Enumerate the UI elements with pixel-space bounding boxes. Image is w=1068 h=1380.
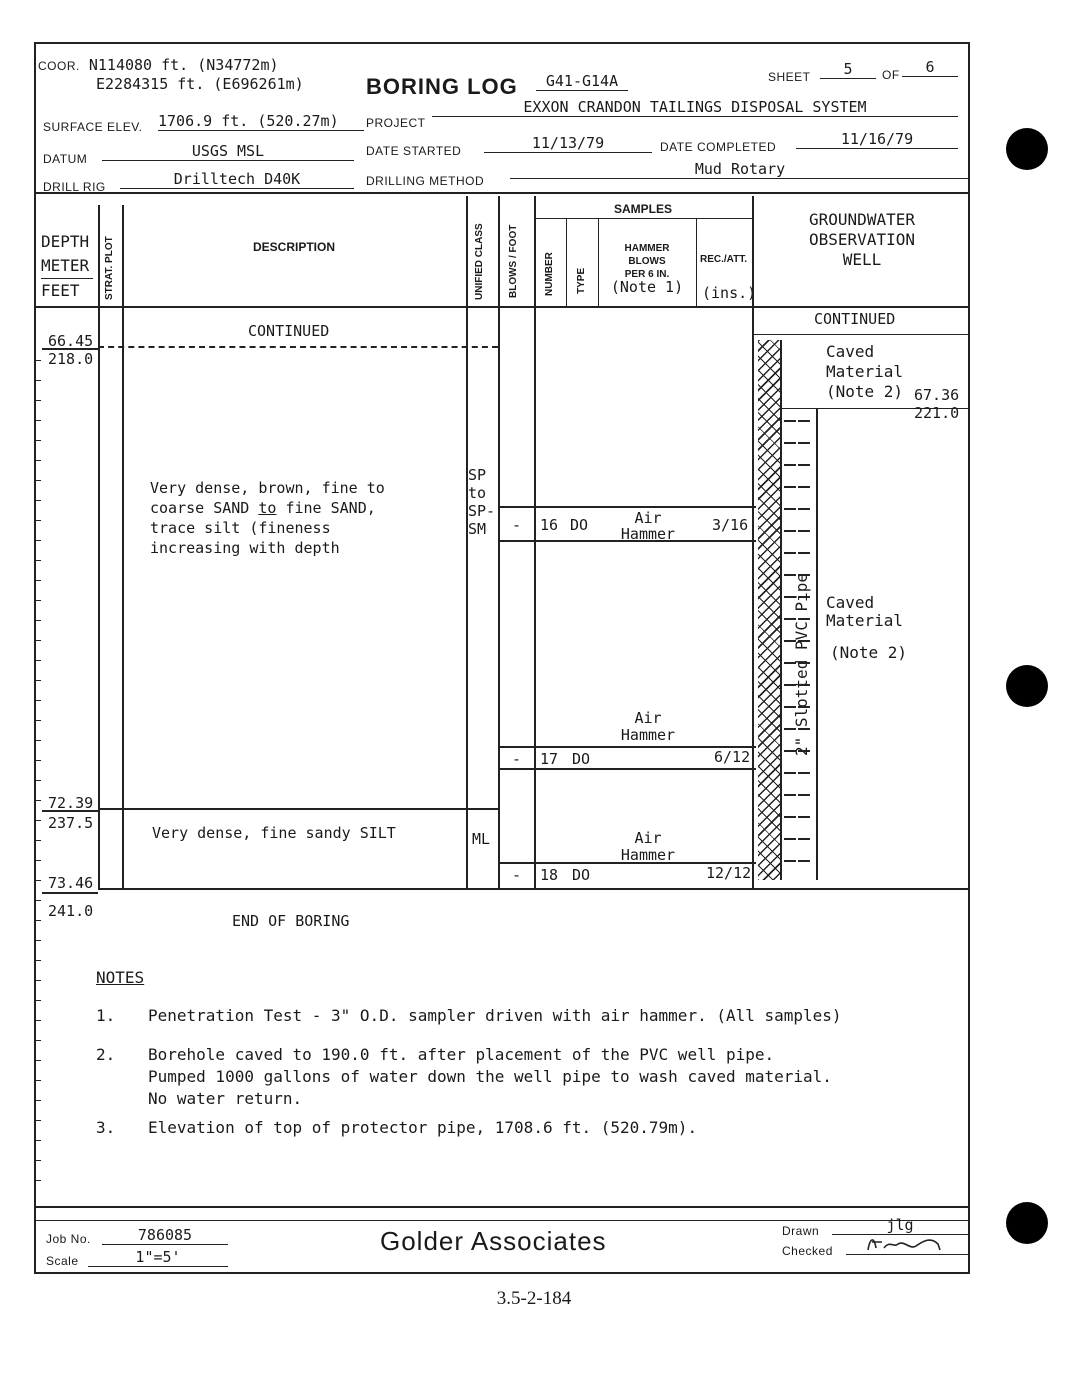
depth-label: DEPTH	[41, 232, 90, 251]
scale-tick	[35, 920, 41, 921]
scale-tick	[35, 800, 41, 801]
drilling-method-label: DRILLING METHOD	[366, 174, 485, 188]
of-label: OF	[882, 68, 900, 82]
surface-elev-label: SURFACE ELEV.	[43, 120, 143, 134]
layer1-description	[150, 478, 385, 558]
layer1-class-4: SM	[468, 520, 487, 538]
scale-tick	[35, 1020, 41, 1021]
scale-tick	[35, 380, 41, 381]
pipe-slot	[784, 838, 796, 840]
note-2-line-1: Borehole caved to 190.0 ft. after placement of the PVC well pipe.	[148, 1045, 775, 1064]
job-no: 786085	[102, 1226, 228, 1245]
hammer-label-1: HAMMER	[624, 243, 670, 254]
scale-tick	[35, 600, 41, 601]
scale-tick	[35, 740, 41, 741]
pipe-slot	[798, 420, 810, 422]
pipe-slot	[784, 772, 796, 774]
pipe-slot	[784, 574, 796, 576]
sample17-type: DO	[572, 750, 591, 768]
scale-tick	[35, 620, 41, 621]
drill-rig: Drilltech D40K	[120, 170, 354, 189]
scale-tick	[35, 400, 41, 401]
sample16-number: 16	[540, 516, 559, 534]
sample18-number: 18	[540, 866, 559, 884]
sample18-hammer-1: Air	[634, 829, 662, 847]
pipe-slot	[784, 552, 796, 554]
scale-tick	[35, 1100, 41, 1101]
col-line-strat	[98, 205, 100, 890]
scale-tick	[35, 460, 41, 461]
well-caved-1	[826, 342, 903, 402]
hammer-note: (Note 1)	[610, 278, 684, 296]
unified-class-label: UNIFIED CLASS	[474, 223, 485, 300]
punch-hole-middle	[1006, 665, 1048, 707]
layer1-line3: trace silt (fineness	[150, 519, 331, 537]
pipe-slot	[784, 508, 796, 510]
note-1	[96, 1006, 842, 1025]
layer1-line2c: fine SAND,	[276, 499, 376, 517]
pipe-slot	[784, 816, 796, 818]
col-line-class	[466, 196, 468, 890]
well-caved-2b: Material	[826, 611, 904, 630]
depth-mid-m: 72.39	[48, 794, 94, 812]
page-number: 3.5-2-184	[496, 1288, 572, 1309]
rec-att-label: REC./ATT.	[700, 254, 748, 265]
scale-tick	[35, 580, 41, 581]
coor-label: COOR.	[38, 59, 80, 73]
pipe-slot	[798, 794, 810, 796]
well-depth-m: 67.36	[914, 386, 960, 404]
layer-boundary-mid	[98, 808, 498, 810]
pipe-slot	[784, 420, 796, 422]
depth-top-m: 66.45	[48, 332, 94, 350]
pipe-slot	[784, 706, 796, 708]
project: EXXON CRANDON TAILINGS DISPOSAL SYSTEM	[432, 98, 958, 117]
end-of-boring-text: END OF BORING	[232, 912, 350, 930]
sample16-hammer-1: Air	[634, 509, 662, 527]
note-2-line-3: No water return.	[148, 1089, 303, 1108]
well-caved-1a: Caved	[826, 342, 875, 361]
scale-tick	[35, 1140, 41, 1141]
layer2-class: ML	[472, 830, 491, 848]
layer1-line2b: to	[258, 499, 277, 517]
note-3	[96, 1118, 697, 1137]
sample17-hammer	[600, 710, 696, 744]
pipe-slot	[798, 574, 810, 576]
groundwater-header	[762, 210, 962, 270]
pipe-slot	[798, 530, 810, 532]
pipe-slot	[798, 816, 810, 818]
table-top-line	[34, 192, 970, 194]
scale-tick	[35, 560, 41, 561]
datum-label: DATUM	[43, 152, 88, 166]
depth-end-m: 73.46	[48, 874, 94, 892]
scale-tick	[35, 520, 41, 521]
scale-tick	[35, 1060, 41, 1061]
sheet-total: 6	[902, 58, 958, 77]
sample16-rec: 3/16	[712, 516, 749, 534]
pipe-slot	[798, 464, 810, 466]
job-no-label: Job No.	[46, 1232, 91, 1246]
surface-elev: 1706.9 ft. (520.27m)	[158, 112, 364, 131]
pipe-slot	[784, 442, 796, 444]
pipe-slot	[798, 860, 810, 862]
scale-tick	[35, 700, 41, 701]
sample18-type: DO	[572, 866, 591, 884]
drawn-label: Drawn	[782, 1224, 820, 1238]
col-line-desc	[122, 205, 124, 890]
well-pipe-label: 2" Slotted PVC Pipe	[792, 572, 811, 756]
col-line-type	[566, 218, 567, 306]
datum: USGS MSL	[102, 142, 354, 161]
scale-tick	[35, 760, 41, 761]
layer1-class	[468, 466, 495, 538]
sample17-hammer-2: Hammer	[620, 726, 676, 744]
hammer-label	[598, 242, 696, 294]
scale-tick	[35, 1080, 41, 1081]
note-2	[96, 1044, 832, 1110]
drill-rig-label: DRILL RIG	[43, 180, 106, 194]
pipe-slot	[798, 508, 810, 510]
pipe-slot	[798, 750, 810, 752]
well-casing-left	[780, 340, 782, 880]
sample18-blows: -	[512, 866, 522, 884]
sheet-number: 5	[820, 60, 876, 79]
well-casing-right	[816, 408, 818, 880]
scale-tick	[35, 640, 41, 641]
pipe-slot	[784, 662, 796, 664]
sheet-label: SHEET	[768, 70, 811, 84]
scale-tick	[35, 660, 41, 661]
notes-title: NOTES	[96, 968, 145, 987]
samples-divider	[534, 218, 752, 219]
gw-label-1: GROUNDWATER	[809, 210, 915, 229]
scale-tick	[35, 420, 41, 421]
scale-tick	[35, 960, 41, 961]
note-1-num: 1.	[96, 1006, 116, 1025]
well-caved-1b: Material	[826, 362, 904, 381]
well-continued-line	[752, 334, 970, 335]
well-depth-ft: 221.0	[914, 404, 960, 422]
note-3-num: 3.	[96, 1118, 116, 1137]
note-3-line-1: Elevation of top of protector pipe, 1708.6 ft. (520.79m).	[148, 1118, 698, 1137]
scale-tick	[35, 780, 41, 781]
scale-tick	[35, 720, 41, 721]
continued-label: CONTINUED	[248, 322, 330, 340]
col-line-rec	[696, 218, 697, 306]
coor-east: E2284315 ft. (E696261m)	[96, 75, 304, 93]
pipe-slot	[798, 640, 810, 642]
well-caved-2	[826, 594, 907, 662]
scale-tick	[35, 500, 41, 501]
note-2-line-2: Pumped 1000 gallons of water down the well pipe to wash caved material.	[148, 1067, 832, 1086]
date-completed: 11/16/79	[796, 130, 958, 149]
depth-header	[41, 230, 93, 303]
sample16-hammer-2: Hammer	[620, 525, 676, 543]
caved-material-hatch	[758, 340, 780, 880]
note-2-num: 2.	[96, 1045, 116, 1064]
pipe-slot	[798, 838, 810, 840]
meter-label: METER	[41, 254, 93, 279]
coordinates	[38, 56, 304, 93]
scale-tick	[35, 820, 41, 821]
strat-plot-label: STRAT. PLOT	[104, 236, 115, 300]
pipe-slot	[784, 750, 796, 752]
pipe-slot	[784, 640, 796, 642]
scale: 1"=5'	[88, 1248, 228, 1267]
checked-label: Checked	[782, 1244, 833, 1258]
depth-mid-ft: 237.5	[48, 814, 94, 832]
sample17-rec: 6/12	[714, 748, 751, 766]
scale-tick	[35, 540, 41, 541]
boring-id: G41-G14A	[536, 72, 628, 91]
scale-tick	[35, 940, 41, 941]
boring-log-title: BORING LOG	[366, 74, 518, 99]
well-caved-2c: (Note 2)	[830, 643, 908, 662]
drawn-initials: jlg	[832, 1216, 968, 1235]
layer2-description: Very dense, fine sandy SILT	[152, 824, 396, 842]
footer-top-line-inner	[34, 1220, 970, 1221]
type-label: TYPE	[576, 267, 587, 294]
scale-tick	[35, 480, 41, 481]
pipe-slot	[784, 486, 796, 488]
scale-tick	[35, 860, 41, 861]
layer1-line2a: coarse SAND	[150, 499, 259, 517]
scale-tick	[35, 980, 41, 981]
layer-boundary-top	[98, 346, 498, 348]
col-line-number	[534, 196, 536, 890]
depth-tick-end	[42, 892, 98, 894]
pipe-slot	[798, 662, 810, 664]
number-label: NUMBER	[544, 252, 555, 296]
scale-tick	[35, 440, 41, 441]
scale-tick	[35, 1180, 41, 1181]
footer-top-line	[34, 1206, 970, 1208]
pipe-slot	[784, 684, 796, 686]
punch-hole-bottom	[1006, 1202, 1048, 1244]
layer1-class-3: SP-	[468, 502, 496, 520]
pipe-slot	[798, 772, 810, 774]
hammer-label-2: BLOWS	[628, 256, 666, 267]
sample17-blows: -	[512, 750, 522, 768]
end-of-boring-line	[98, 888, 970, 890]
header-bottom-line	[34, 306, 970, 308]
scale-tick	[35, 1000, 41, 1001]
pipe-slot	[784, 794, 796, 796]
pipe-slot	[784, 728, 796, 730]
scale-tick	[35, 900, 41, 901]
pipe-slot	[784, 464, 796, 466]
checked-signature	[846, 1232, 968, 1255]
date-started-label: DATE STARTED	[366, 144, 462, 158]
well-caved-2a: Caved	[826, 593, 875, 612]
sample18-hammer	[600, 830, 696, 864]
sample17-number: 17	[540, 750, 559, 768]
layer1-line2	[150, 498, 385, 518]
description-label: DESCRIPTION	[252, 240, 335, 254]
scale-tick	[35, 680, 41, 681]
well-continued-label: CONTINUED	[814, 310, 896, 328]
blows-foot-label: BLOWS / FOOT	[508, 224, 519, 298]
sample16-type: DO	[570, 516, 589, 534]
scale-tick	[35, 840, 41, 841]
layer1-line4: increasing with depth	[150, 539, 340, 557]
scale-tick	[35, 1120, 41, 1121]
sample16-hammer	[600, 510, 696, 542]
sample17-bottom	[498, 768, 756, 770]
hammer-label-3: PER 6 IN.	[624, 269, 670, 280]
pipe-slot	[784, 618, 796, 620]
pipe-slot	[784, 530, 796, 532]
col-line-blows	[498, 196, 500, 890]
scale-tick	[35, 1160, 41, 1161]
scale-tick	[35, 1040, 41, 1041]
gw-label-3: WELL	[842, 250, 882, 269]
date-started: 11/13/79	[484, 134, 652, 153]
sample18-rec: 12/12	[706, 864, 752, 882]
pipe-slot	[798, 728, 810, 730]
pipe-slot	[798, 596, 810, 598]
depth-top-ft: 218.0	[48, 350, 94, 368]
feet-label: FEET	[41, 281, 80, 300]
pipe-slot	[798, 486, 810, 488]
note-1-line-1: Penetration Test - 3" O.D. sampler driven with air hammer. (All samples)	[148, 1006, 842, 1025]
date-completed-label: DATE COMPLETED	[660, 140, 777, 154]
sample18-hammer-2: Hammer	[620, 846, 676, 864]
signature-scribble	[846, 1232, 968, 1254]
scale-tick	[35, 880, 41, 881]
project-label: PROJECT	[366, 116, 426, 130]
depth-end-ft: 241.0	[48, 902, 94, 920]
pipe-slot	[798, 684, 810, 686]
scale-tick	[35, 360, 41, 361]
layer1-class-1: SP	[468, 466, 487, 484]
gw-label-2: OBSERVATION	[809, 230, 915, 249]
pipe-slot	[798, 706, 810, 708]
samples-label: SAMPLES	[613, 202, 672, 216]
pipe-slot	[784, 596, 796, 598]
pipe-slot	[784, 860, 796, 862]
punch-hole-top	[1006, 128, 1048, 170]
pipe-slot	[798, 442, 810, 444]
sample16-blows: -	[512, 516, 522, 534]
coor-north: N114080 ft. (N34772m)	[88, 56, 279, 74]
sample16-top	[498, 506, 756, 508]
scale-label: Scale	[46, 1254, 79, 1268]
company-name: Golder Associates	[380, 1226, 607, 1256]
drilling-method: Mud Rotary	[510, 160, 970, 179]
layer1-line1: Very dense, brown, fine to	[150, 479, 385, 497]
well-caved-1c: (Note 2)	[826, 382, 904, 401]
pipe-slot	[798, 552, 810, 554]
sample17-hammer-1: Air	[634, 709, 662, 727]
pipe-slot	[798, 618, 810, 620]
layer1-class-2: to	[468, 484, 487, 502]
rec-unit: (ins.)	[702, 284, 757, 302]
